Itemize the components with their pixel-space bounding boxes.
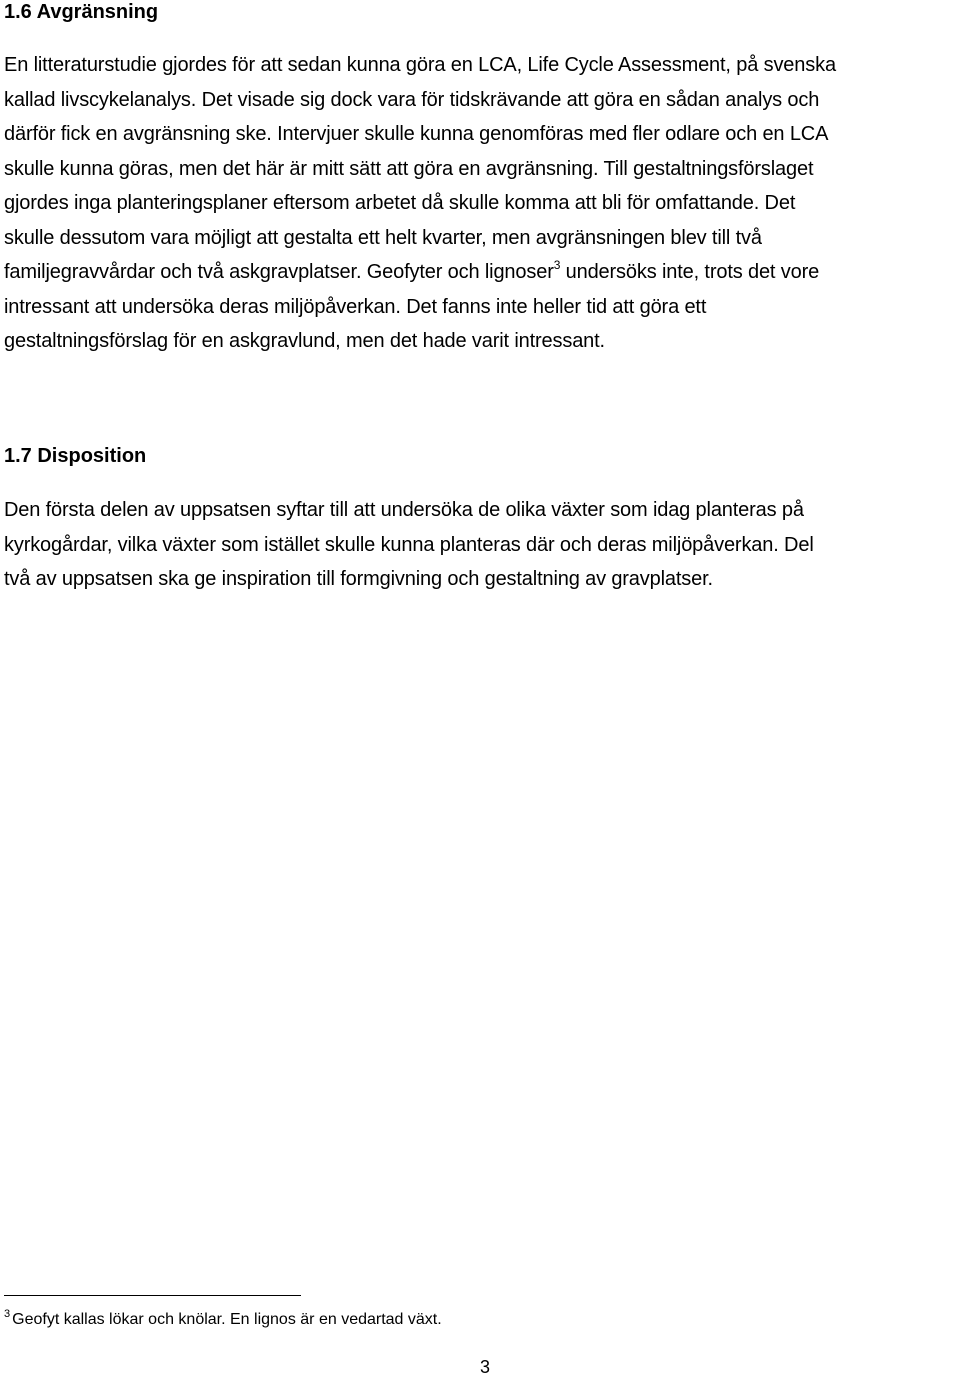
text-line: intressant att undersöka deras miljöpåverkan. Det fanns inte heller tid att göra ett [4, 295, 707, 318]
page-number: 3 [479, 1357, 490, 1377]
footnote-reference: 3 [553, 258, 561, 272]
text-line: två av uppsatsen ska ge inspiration till formgivning och gestaltning av gravplatser. [4, 568, 713, 590]
text-line: kallad livscykelanalys. Det visade sig dock vara för tidskrävande att göra en sådan analys och [4, 88, 820, 111]
footnote-number: 3 [4, 1308, 11, 1320]
text-line: skulle kunna göras, men det här är mitt sätt att göra en avgränsning. Till gestaltningsförslaget [4, 157, 814, 180]
text-line: därför fick en avgränsning ske. Intervjuer skulle kunna genomföras med fler odlare och en LCA [4, 123, 829, 145]
text-line [4, 255, 956, 290]
footnote-text: Geofyt kallas lökar och knölar. En lignos är en vedartad växt. [12, 1311, 442, 1328]
text-line: skulle dessutom vara möjligt att gestalta ett helt kvarter, men avgränsningen blev till två [4, 226, 762, 249]
text-segment: familjegravvårdar och två askgravplatser. Geofyter och lignoser [4, 261, 554, 283]
paragraph-avgransning [4, 48, 956, 359]
text-line: kyrkogårdar, vilka växter som istället skulle kunna planteras där och deras miljöpåverkan. Del [4, 533, 814, 556]
text-line: gjordes inga planteringsplaner eftersom arbetet då skulle komma att bli för omfattande. Det [4, 192, 796, 214]
text-line: gestaltningsförslag för en askgravlund, men det hade varit intressant. [4, 330, 605, 352]
section-heading-disposition: 1.7 Disposition [4, 445, 147, 467]
text-line: Den första delen av uppsatsen syftar till att undersöka de olika växter som idag planteras på [4, 499, 804, 521]
footnote [4, 1309, 442, 1331]
text-line: En litteraturstudie gjordes för att sedan kunna göra en LCA, Life Cycle Assessment, på svenska [4, 54, 836, 76]
text-segment: undersöks inte, trots det vore [560, 261, 820, 283]
section-heading-avgransning: 1.6 Avgränsning [4, 1, 159, 23]
footnote-separator [4, 1295, 301, 1296]
paragraph-disposition [4, 493, 956, 597]
